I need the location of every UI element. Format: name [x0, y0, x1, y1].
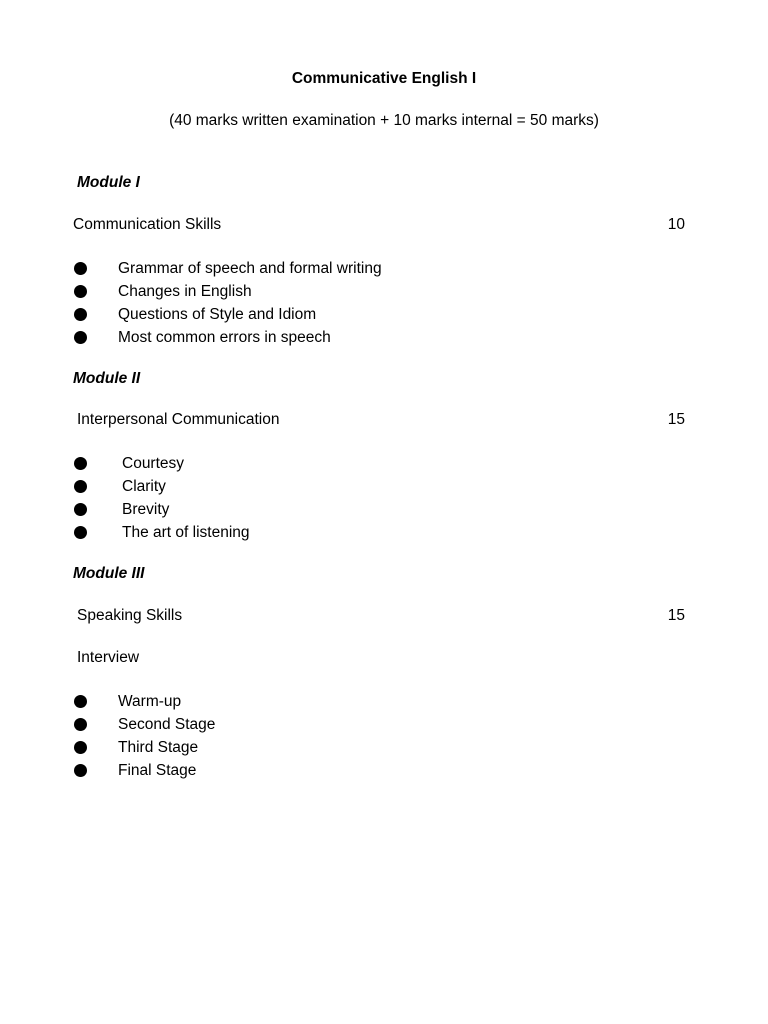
module-1-topic: Communication Skills [73, 216, 222, 233]
module-3-heading: Module III [73, 565, 145, 582]
marks-summary: (40 marks written examination + 10 marks internal = 50 marks) [169, 112, 599, 129]
bullet-icon [74, 457, 87, 470]
module-2-heading: Module II [73, 370, 141, 387]
module-1-heading: Module I [77, 174, 140, 191]
list-item-text: Questions of Style and Idiom [118, 306, 317, 323]
document-title: Communicative English I [291, 70, 477, 87]
bullet-icon [74, 480, 87, 493]
bullet-icon [74, 331, 87, 344]
module-1-marks: 10 [667, 216, 685, 233]
list-item-text: Warm-up [118, 693, 182, 710]
module-2-marks: 15 [667, 411, 685, 428]
bullet-icon [74, 503, 87, 516]
list-item-text: Final Stage [118, 762, 197, 779]
list-item-text: Changes in English [118, 283, 252, 300]
list-item-text: Third Stage [118, 739, 199, 756]
list-item-text: Clarity [122, 478, 166, 495]
list-item-text: Courtesy [122, 455, 185, 472]
bullet-icon [74, 526, 87, 539]
module-2-topic: Interpersonal Communication [77, 411, 280, 428]
list-item-text: Brevity [122, 501, 170, 518]
bullet-icon [74, 741, 87, 754]
module-3-marks: 15 [667, 607, 685, 624]
bullet-icon [74, 764, 87, 777]
bullet-icon [74, 718, 87, 731]
bullet-icon [74, 695, 87, 708]
module-3-topic: Speaking Skills [77, 607, 183, 624]
list-item-text: Most common errors in speech [118, 329, 331, 346]
bullet-icon [74, 285, 87, 298]
module-3-subtopic: Interview [77, 649, 140, 666]
list-item-text: Second Stage [118, 716, 216, 733]
bullet-icon [74, 262, 87, 275]
bullet-icon [74, 308, 87, 321]
list-item-text: Grammar of speech and formal writing [118, 260, 382, 277]
list-item-text: The art of listening [122, 524, 250, 541]
